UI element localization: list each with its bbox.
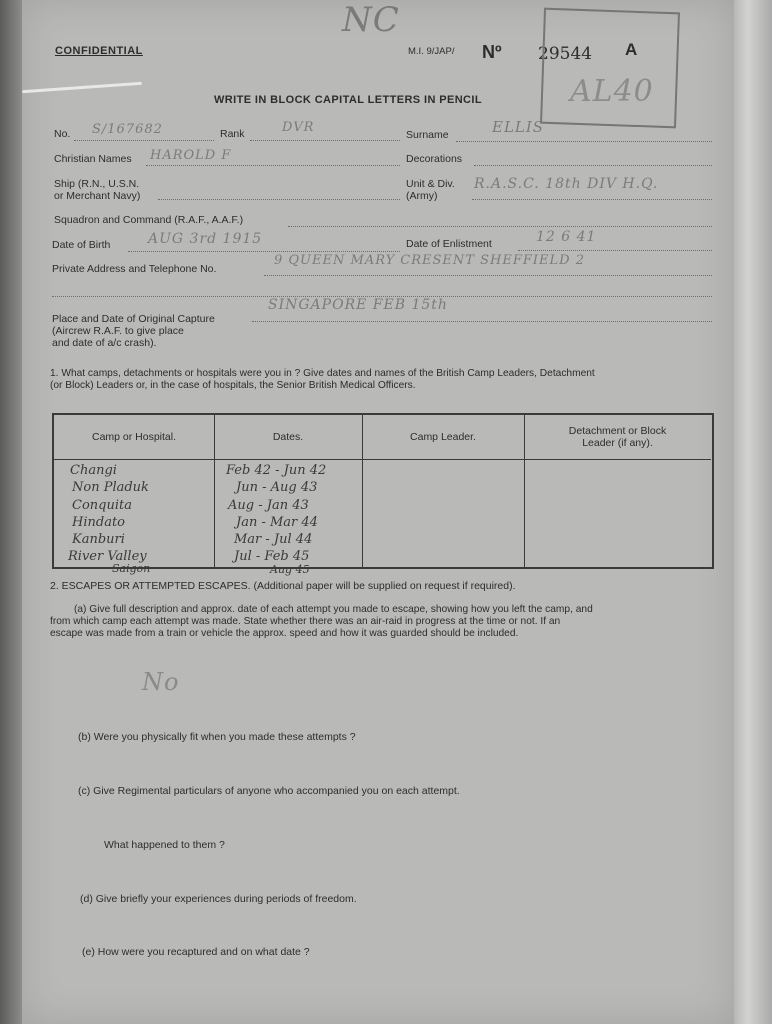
number-label: Nº bbox=[482, 42, 502, 62]
stamp-handwriting: AL40 bbox=[570, 74, 654, 109]
squadron-label: Squadron and Command (R.A.F., A.A.F.) bbox=[54, 214, 244, 226]
section2-a-answer: No bbox=[142, 668, 180, 696]
decorations-line bbox=[474, 165, 712, 166]
stamp-box bbox=[540, 8, 680, 129]
section2-d: (d) Give briefly your experiences during periods of freedom. bbox=[80, 893, 357, 905]
squadron-line bbox=[288, 226, 712, 227]
no-value: S/167682 bbox=[92, 122, 163, 137]
binder-edge-right bbox=[732, 0, 772, 1024]
camp-entry: Changi bbox=[70, 463, 117, 478]
decorations-label: Decorations bbox=[406, 153, 463, 165]
section2-a-line1: (a) Give full description and approx. date of each attempt you made to escape, showing how you left the camp, and bbox=[74, 604, 593, 615]
capture-value: SINGAPORE FEB 15th bbox=[268, 297, 448, 313]
enlistment-label: Date of Enlistment bbox=[406, 238, 492, 250]
no-label: No. bbox=[54, 128, 71, 140]
christian-names-line bbox=[146, 165, 400, 166]
section2-c-sub: What happened to them ? bbox=[104, 839, 225, 851]
th-dates: Dates. bbox=[214, 415, 363, 460]
date-entry: Aug 45 bbox=[270, 563, 310, 576]
th-camp-leader: Camp Leader. bbox=[362, 415, 525, 460]
dob-line bbox=[128, 251, 400, 252]
rank-value: DVR bbox=[282, 120, 315, 135]
address-value: 9 QUEEN MARY CRESENT SHEFFIELD 2 bbox=[274, 253, 585, 268]
capture-label-2: (Aircrew R.A.F. to give place bbox=[52, 325, 184, 337]
date-entry: Jul - Feb 45 bbox=[234, 549, 310, 564]
th-detachment-leader: Detachment or Block Leader (if any). bbox=[524, 415, 711, 460]
date-entry: Mar - Jul 44 bbox=[234, 532, 313, 547]
dob-label: Date of Birth bbox=[52, 239, 111, 251]
form-page bbox=[22, 0, 734, 1024]
confidential-label: CONFIDENTIAL bbox=[55, 45, 143, 57]
surname-label: Surname bbox=[406, 129, 449, 141]
section1-question-line2: (or Block) Leaders or, in the case of hospitals, the Senior British Medical Officers. bbox=[50, 380, 416, 391]
camp-entry: Conquita bbox=[72, 498, 132, 513]
rank-line bbox=[250, 140, 400, 141]
instruction-heading: WRITE IN BLOCK CAPITAL LETTERS IN PENCIL bbox=[214, 94, 482, 106]
capture-line bbox=[252, 321, 712, 322]
dob-value: AUG 3rd 1915 bbox=[148, 231, 263, 247]
camps-table bbox=[52, 413, 714, 576]
col-camp-leader bbox=[362, 459, 525, 567]
section2-e: (e) How were you recaptured and on what date ? bbox=[82, 946, 310, 958]
enlistment-value: 12 6 41 bbox=[536, 229, 597, 245]
section2-c: (c) Give Regimental particulars of anyone who accompanied you on each attempt. bbox=[78, 785, 460, 797]
christian-names-label: Christian Names bbox=[54, 153, 132, 165]
camp-entry: Kanburi bbox=[72, 532, 125, 547]
section2-title: 2. ESCAPES OR ATTEMPTED ESCAPES. (Additional paper will be supplied on request if required). bbox=[50, 580, 516, 592]
th-camp: Camp or Hospital. bbox=[54, 415, 215, 460]
section2-b: (b) Were you physically fit when you made these attempts ? bbox=[78, 731, 356, 743]
capture-label-3: and date of a/c crash). bbox=[52, 337, 157, 349]
section1-question-line1: 1. What camps, detachments or hospitals were you in ? Give dates and names of the British Camp Leaders, Detachment bbox=[50, 368, 595, 379]
capture-label-1: Place and Date of Original Capture bbox=[52, 313, 215, 325]
camp-entry: Hindato bbox=[72, 515, 125, 530]
date-entry: Aug - Jan 43 bbox=[228, 498, 309, 513]
section2-a-line3: escape was made from a train or vehicle the approx. speed and how it was guarded should be included. bbox=[50, 628, 519, 639]
date-entry: Feb 42 - Jun 42 bbox=[226, 463, 327, 478]
unit-value: R.A.S.C. 18th DIV H.Q. bbox=[474, 176, 659, 192]
date-entry: Jan - Mar 44 bbox=[236, 515, 318, 530]
surname-line bbox=[456, 141, 712, 142]
address-label: Private Address and Telephone No. bbox=[52, 263, 217, 275]
surname-value: ELLIS bbox=[492, 118, 545, 136]
rank-label: Rank bbox=[220, 128, 245, 140]
form-number: 29544 bbox=[538, 44, 593, 64]
camp-entry: Saigon bbox=[112, 562, 151, 575]
ref-code: M.I. 9/JAP/ bbox=[408, 46, 455, 57]
unit-label-2: (Army) bbox=[406, 190, 438, 202]
top-scrawl: NC bbox=[342, 0, 400, 40]
ship-line bbox=[158, 199, 400, 200]
binding-string bbox=[22, 82, 142, 93]
no-line bbox=[74, 140, 214, 141]
camp-entry: Non Pladuk bbox=[72, 480, 149, 495]
unit-label-1: Unit & Div. bbox=[406, 178, 455, 190]
camp-entry: River Valley bbox=[68, 549, 147, 564]
address-line-1 bbox=[264, 275, 712, 276]
date-entry: Jun - Aug 43 bbox=[236, 480, 318, 495]
section2-a-line2: from which camp each attempt was made. State whether there was an air-raid in progress at the time or not. If an bbox=[50, 616, 561, 627]
form-suffix: A bbox=[625, 40, 638, 59]
enlistment-line bbox=[518, 250, 712, 251]
ship-label-1: Ship (R.N., U.S.N. bbox=[54, 178, 140, 190]
ship-label-2: or Merchant Navy) bbox=[54, 190, 141, 202]
unit-line bbox=[472, 199, 712, 200]
christian-names-value: HAROLD F bbox=[150, 148, 232, 163]
